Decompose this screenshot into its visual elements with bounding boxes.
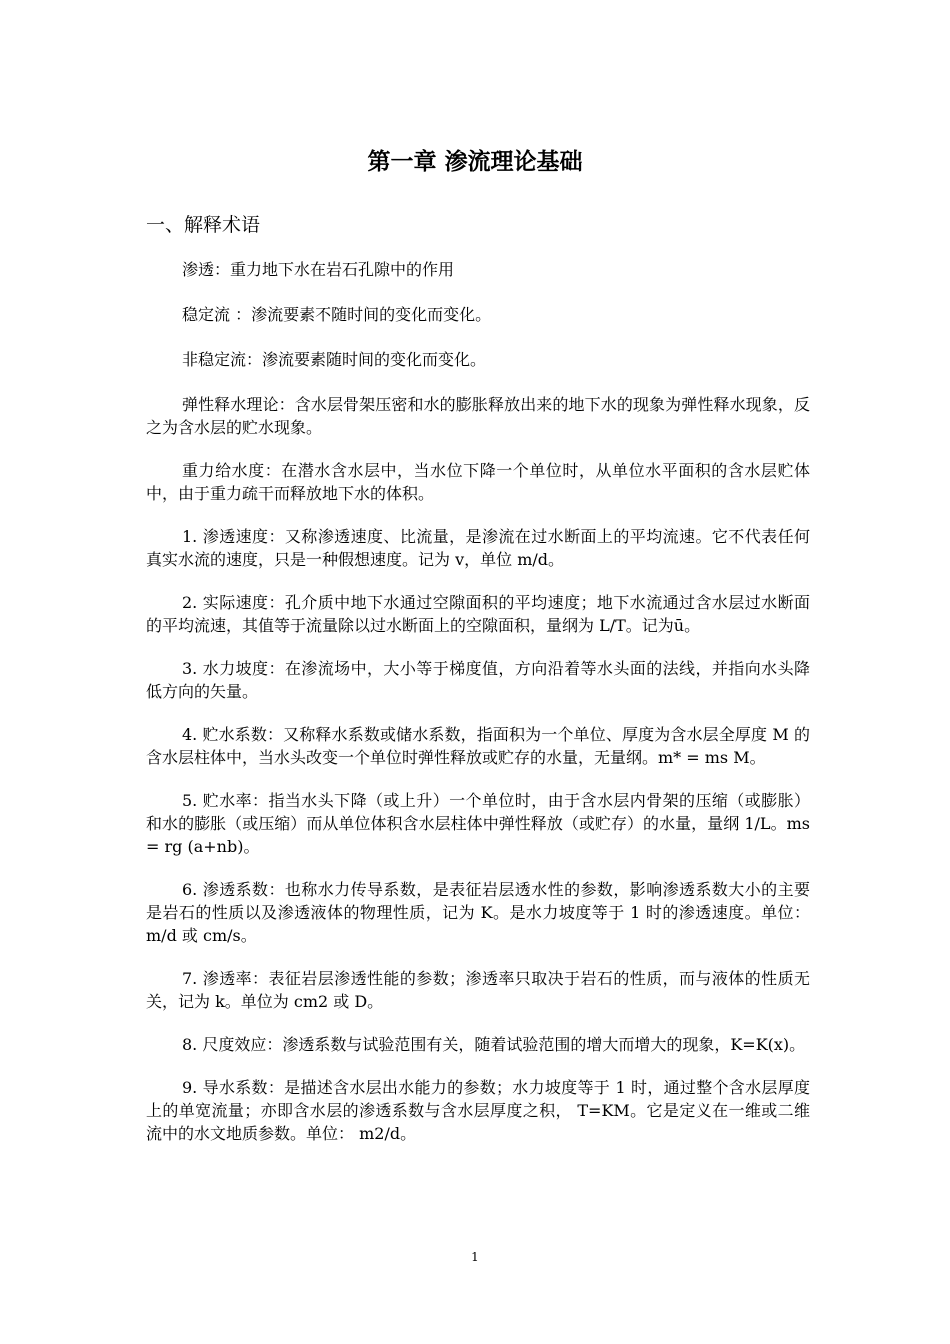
section-heading: 一、解释术语 [146,214,261,236]
term-paragraph: 1. 渗透速度：又称渗透速度、比流量，是渗流在过水断面上的平均流速。它不代表任何真实水流的速度，只是一种假想速度。记为 v，单位 m/d。 [146,527,810,569]
term-paragraph: 6. 渗透系数：也称水力传导系数，是表征岩层透水性的参数，影响渗透系数大小的主要是岩石的性质以及渗透液体的物理性质，记为 K。是水力坡度等于 1 时的渗透速度。单位：m/d 或 cm/s。 [146,880,810,945]
term-paragraph: 9. 导水系数：是描述含水层出水能力的参数；水力坡度等于 1 时，通过整个含水层厚度上的单宽流量；亦即含水层的渗透系数与含水层厚度之积， T=KM。它是定义在一维或二维流中的水文地质参数。单位： m2/d。 [146,1078,810,1143]
term-paragraph: 渗透：重力地下水在岩石孔隙中的作用 [182,260,455,279]
term-paragraph: 7. 渗透率：表征岩层渗透性能的参数；渗透率只取决于岩石的性质，而与液体的性质无关，记为 k。单位为 cm2 或 D。 [146,969,810,1011]
term-paragraph: 5. 贮水率：指当水头下降（或上升）一个单位时，由于含水层内骨架的压缩（或膨胀）和水的膨胀（或压缩）而从单位体积含水层柱体中弹性释放（或贮存）的水量，量纲 1/L。ms = rg (a+nb)。 [146,791,810,856]
term-paragraph: 重力给水度：在潜水含水层中，当水位下降一个单位时，从单位水平面积的含水层贮体中，由于重力疏干而释放地下水的体积。 [146,461,810,503]
term-paragraph: 3. 水力坡度：在渗流场中，大小等于梯度值，方向沿着等水头面的法线，并指向水头降低方向的矢量。 [146,659,810,701]
page-number: 1 [471,1250,479,1264]
document-body [146,258,810,1165]
term-paragraph: 4. 贮水系数：又称释水系数或储水系数，指面积为一个单位、厚度为含水层全厚度 M 的含水层柱体中，当水头改变一个单位时弹性释放或贮存的水量，无量纲。m* = ms M。 [146,725,810,767]
term-paragraph: 弹性释水理论：含水层骨架压密和水的膨胀释放出来的地下水的现象为弹性释水现象，反之为含水层的贮水现象。 [146,395,810,437]
chapter-title: 第一章 渗流理论基础 [367,149,583,175]
term-paragraph: 非稳定流：渗流要素随时间的变化而变化。 [182,350,487,369]
term-paragraph: 稳定流 ：渗流要素不随时间的变化而变化。 [182,305,492,324]
term-paragraph: 2. 实际速度：孔介质中地下水通过空隙面积的平均速度；地下水流通过含水层过水断面的平均流速，其值等于流量除以过水断面上的空隙面积，量纲为 L/T。记为ū。 [146,593,810,635]
term-paragraph: 8. 尺度效应：渗透系数与试验范围有关，随着试验范围的增大而增大的现象，K=K(x)。 [182,1035,806,1054]
